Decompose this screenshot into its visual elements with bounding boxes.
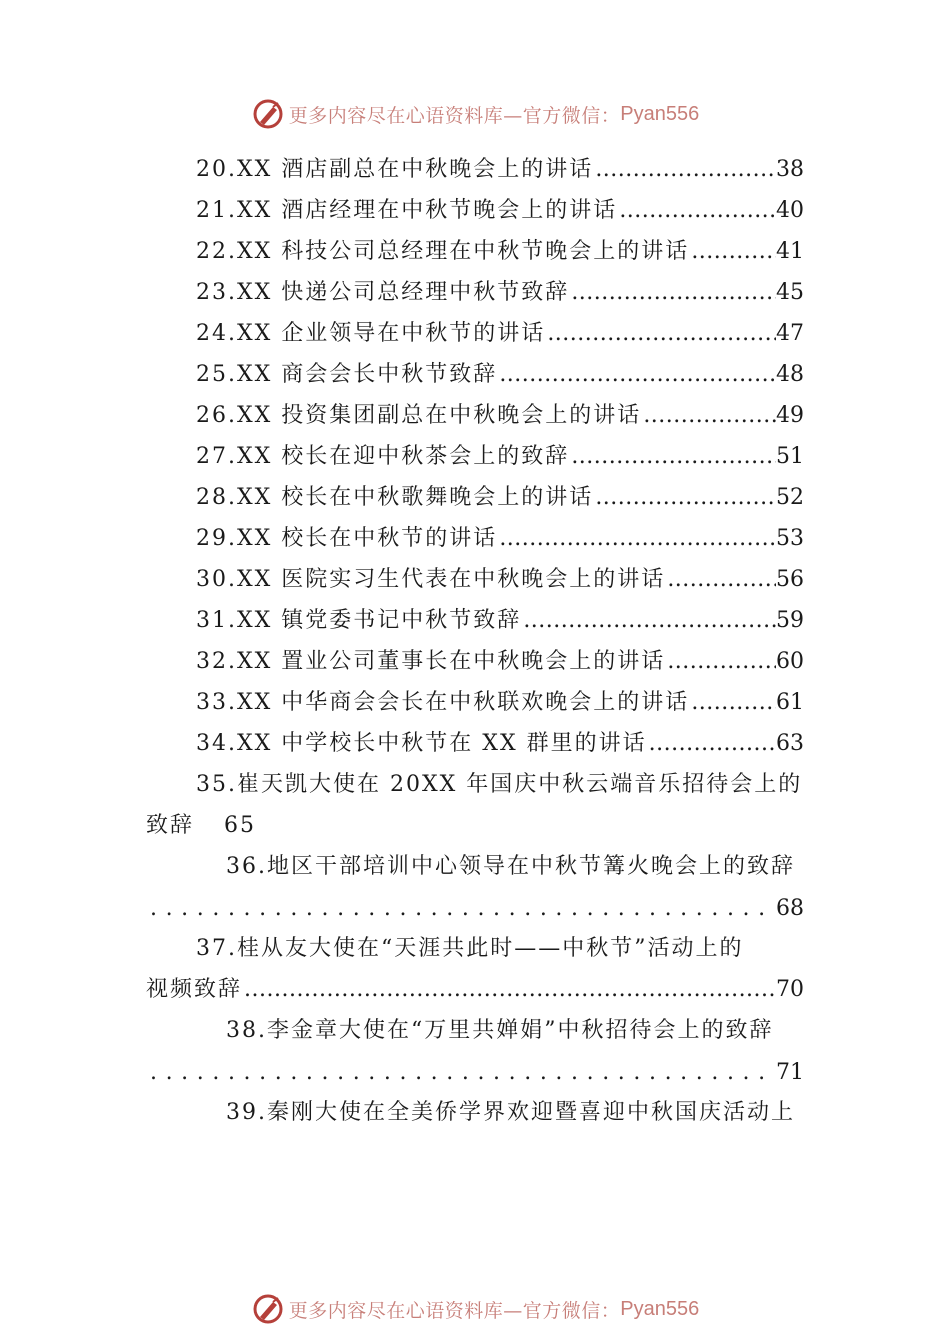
toc-leader: [571, 278, 776, 308]
toc-page: 53: [776, 526, 804, 551]
toc-leader: [150, 894, 766, 924]
toc-leader: [619, 196, 776, 226]
toc-entry[interactable]: [196, 360, 804, 390]
pen-logo-icon: [251, 1292, 285, 1326]
toc-title: 22.XX 科技公司总经理在中秋节晚会上的讲话: [196, 239, 690, 264]
toc-leader: [571, 442, 776, 472]
toc-leader: [595, 483, 776, 513]
toc-leader: [691, 688, 776, 718]
toc-page: 45: [776, 280, 804, 305]
footer-banner-text: 更多内容尽在心语资料库—官方微信：: [288, 1299, 621, 1322]
toc-leader: [691, 237, 776, 267]
toc-title: 21.XX 酒店经理在中秋节晚会上的讲话: [196, 198, 618, 223]
toc-page: 40: [776, 198, 804, 223]
toc-title: 30.XX 医院实习生代表在中秋晚会上的讲话: [196, 567, 666, 592]
pen-logo-icon: [251, 97, 285, 131]
toc-page: 65: [224, 813, 257, 838]
toc-entry-37-line2[interactable]: [146, 975, 804, 1005]
toc-title: 20.XX 酒店副总在中秋晚会上的讲话: [196, 157, 594, 182]
toc-entry[interactable]: [196, 565, 804, 595]
toc-entry[interactable]: [196, 688, 804, 718]
toc-entry[interactable]: [196, 155, 804, 185]
toc-entry[interactable]: [196, 237, 804, 267]
toc-page: 61: [776, 690, 804, 715]
toc-entry[interactable]: [196, 729, 804, 759]
toc-entry-37-line1[interactable]: 37.桂从友大使在“天涯共此时——中秋节”活动上的: [196, 936, 744, 961]
toc-leader: [649, 729, 776, 759]
toc-title: 31.XX 镇党委书记中秋节致辞: [196, 608, 522, 633]
toc-title: 视频致辞: [146, 977, 243, 1002]
toc-page: 60: [776, 649, 804, 674]
footer-wechat-id: Pyan556: [620, 1297, 700, 1320]
toc-entry[interactable]: [196, 401, 804, 431]
toc-entry-39-line1[interactable]: 39.秦刚大使在全美侨学界欢迎暨喜迎中秋国庆活动上: [226, 1100, 795, 1125]
toc-leader: [595, 155, 776, 185]
toc-page: 56: [776, 567, 804, 592]
toc-title: 29.XX 校长在中秋节的讲话: [196, 526, 498, 551]
toc-page: 63: [776, 731, 804, 756]
header-banner: [0, 94, 950, 134]
toc-title: 25.XX 商会会长中秋节致辞: [196, 362, 498, 387]
toc-page: 48: [776, 362, 804, 387]
toc-entry-36-leader: [150, 894, 804, 924]
toc-page: 59: [776, 608, 804, 633]
toc-title: 33.XX 中华商会会长在中秋联欢晚会上的讲话: [196, 690, 690, 715]
toc-leader: [643, 401, 776, 431]
toc-title: 32.XX 置业公司董事长在中秋晚会上的讲话: [196, 649, 666, 674]
toc-title: 致辞: [146, 813, 195, 838]
toc-leader: [499, 524, 776, 554]
toc-leader: [244, 975, 776, 1005]
toc-title: 26.XX 投资集团副总在中秋晚会上的讲话: [196, 403, 642, 428]
toc-page: 47: [776, 321, 804, 346]
toc-leader: [523, 606, 776, 636]
toc-entry[interactable]: [196, 606, 804, 636]
toc-entry[interactable]: [196, 524, 804, 554]
toc-entry-38-line1[interactable]: 38.李金章大使在“万里共婵娟”中秋招待会上的致辞: [226, 1018, 774, 1043]
toc-entry-36-line1[interactable]: 36.地区干部培训中心领导在中秋节篝火晚会上的致辞: [226, 854, 795, 879]
footer-banner: [0, 1289, 950, 1329]
toc-page: 71: [776, 1060, 804, 1085]
toc-page: 51: [776, 444, 804, 469]
toc-page: 38: [776, 157, 804, 182]
toc-leader: [150, 1058, 766, 1088]
toc-leader: [667, 565, 776, 595]
toc-entry[interactable]: [196, 196, 804, 226]
toc-page: 52: [776, 485, 804, 510]
header-wechat-id: Pyan556: [620, 102, 700, 125]
toc-page: 70: [776, 977, 804, 1002]
toc-entry-35-line2[interactable]: [146, 811, 256, 841]
toc-entry-38-leader: [150, 1058, 804, 1088]
toc-entry[interactable]: [196, 442, 804, 472]
toc-entry[interactable]: [196, 647, 804, 677]
toc-title: 28.XX 校长在中秋歌舞晚会上的讲话: [196, 485, 594, 510]
toc-entry[interactable]: [196, 278, 804, 308]
toc-leader: [547, 319, 776, 349]
toc-title: 34.XX 中学校长中秋节在 XX 群里的讲话: [196, 731, 647, 756]
toc-title: 27.XX 校长在迎中秋茶会上的致辞: [196, 444, 570, 469]
toc-leader: [667, 647, 776, 677]
toc-leader: [499, 360, 776, 390]
toc-title: 23.XX 快递公司总经理中秋节致辞: [196, 280, 570, 305]
header-banner-text: 更多内容尽在心语资料库—官方微信：: [288, 104, 621, 127]
toc-entry[interactable]: [196, 483, 804, 513]
toc-entry[interactable]: [196, 319, 804, 349]
toc-entry-35-line1[interactable]: 35.崔天凯大使在 20XX 年国庆中秋云端音乐招待会上的: [196, 772, 803, 797]
toc-title: 24.XX 企业领导在中秋节的讲话: [196, 321, 546, 346]
toc-page: 41: [776, 239, 804, 264]
toc-page: 49: [776, 403, 804, 428]
toc-page: 68: [776, 896, 804, 921]
